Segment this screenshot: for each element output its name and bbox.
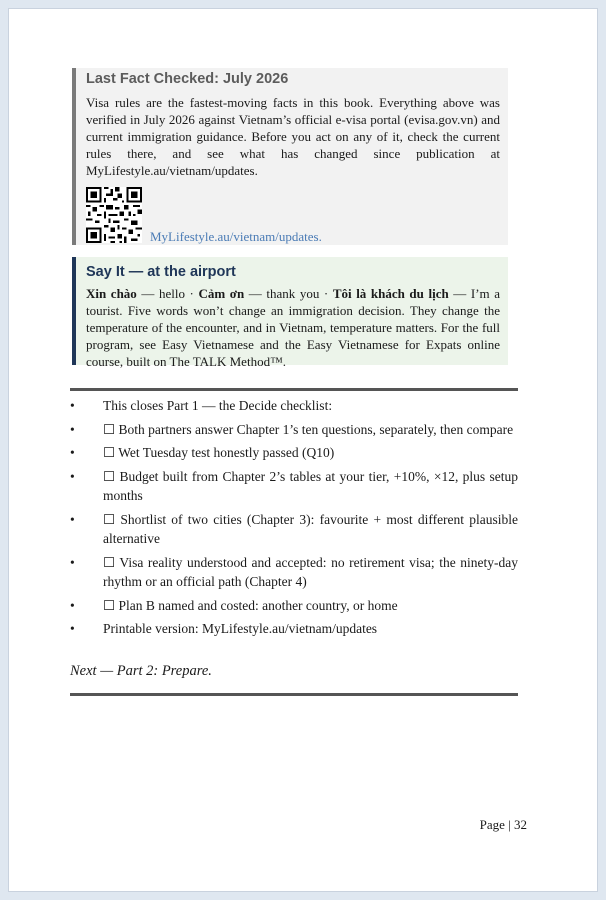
callout-body [86,285,500,370]
list-item [70,396,518,416]
list-item [70,510,518,549]
list-item [70,467,518,506]
list-item-text: ☐ Both partners answer Chapter 1’s ten questions, separately, then compare [103,421,514,437]
bullet: • [70,445,75,460]
list-item-text: ☐ Budget built from Chapter 2’s tables at your tier, +10%, ×12, plus setup months [103,468,518,503]
list-item-text: This closes Part 1 — the Decide checklist: [103,398,333,413]
callout-text: — I’m a tourist. Five words won’t change an immigration decision. They change the temperature of the encounter, and in Vietnam, temperature matters. For the full program, see Easy Vietnamese and the Easy Vietnamese for Expats online course, built on The TALK Method™. [86,286,500,369]
bullet: • [70,511,75,527]
phrase-meaning: — thank you · [244,286,333,301]
bullet: • [70,398,75,413]
list-item [70,553,518,592]
bullet: • [70,554,75,570]
list-item-text: Printable version: MyLifestyle.au/vietnam/updates [103,621,378,636]
phrase-hello: Xin chào [86,286,137,301]
callout-body: Visa rules are the fastest-moving facts in this book. Everything above was verified in July 2026 against Vietnam’s official e-visa portal (evisa.gov.vn) and current immigration guidance. Before you act on any of it, check the current rules there, and see what has changed since publication at MyLifestyle.au/vietnam/updates. [86,95,500,178]
fact-checked-callout [72,68,508,245]
phrase-meaning: — hello · [136,286,199,301]
section-divider [70,693,518,696]
decide-checklist [70,396,518,643]
list-item [70,596,518,616]
list-item-text: ☐ Wet Tuesday test honestly passed (Q10) [103,445,335,460]
callout-title: Say It — at the airport [86,264,236,280]
bullet: • [70,597,75,613]
list-item [70,443,518,463]
bullet: • [70,621,75,636]
list-item [70,420,518,440]
list-item-text: ☐ Shortlist of two cities (Chapter 3): favourite + most different plausible alternative [103,511,518,546]
list-item-text: ☐ Visa reality understood and accepted: no retirement visa; the ninety-day rhythm or an official path (Chapter 4) [103,554,518,589]
callout-title: Last Fact Checked: July 2026 [86,71,289,87]
list-item-text: ☐ Plan B named and costed: another country, or home [103,597,398,613]
qr-code-icon [86,187,142,243]
bullet: • [70,421,75,437]
page-number: Page | 32 [479,817,527,832]
say-it-callout [72,257,508,369]
phrase-tourist: Tôi là khách du lịch [332,286,449,301]
list-item [70,619,518,639]
section-divider [70,388,518,391]
phrase-thank-you: Cảm ơn [198,286,245,301]
next-part-text: Next — Part 2: Prepare. [70,663,212,679]
bullet: • [70,468,75,484]
updates-link[interactable]: MyLifestyle.au/vietnam/updates. [150,229,322,244]
